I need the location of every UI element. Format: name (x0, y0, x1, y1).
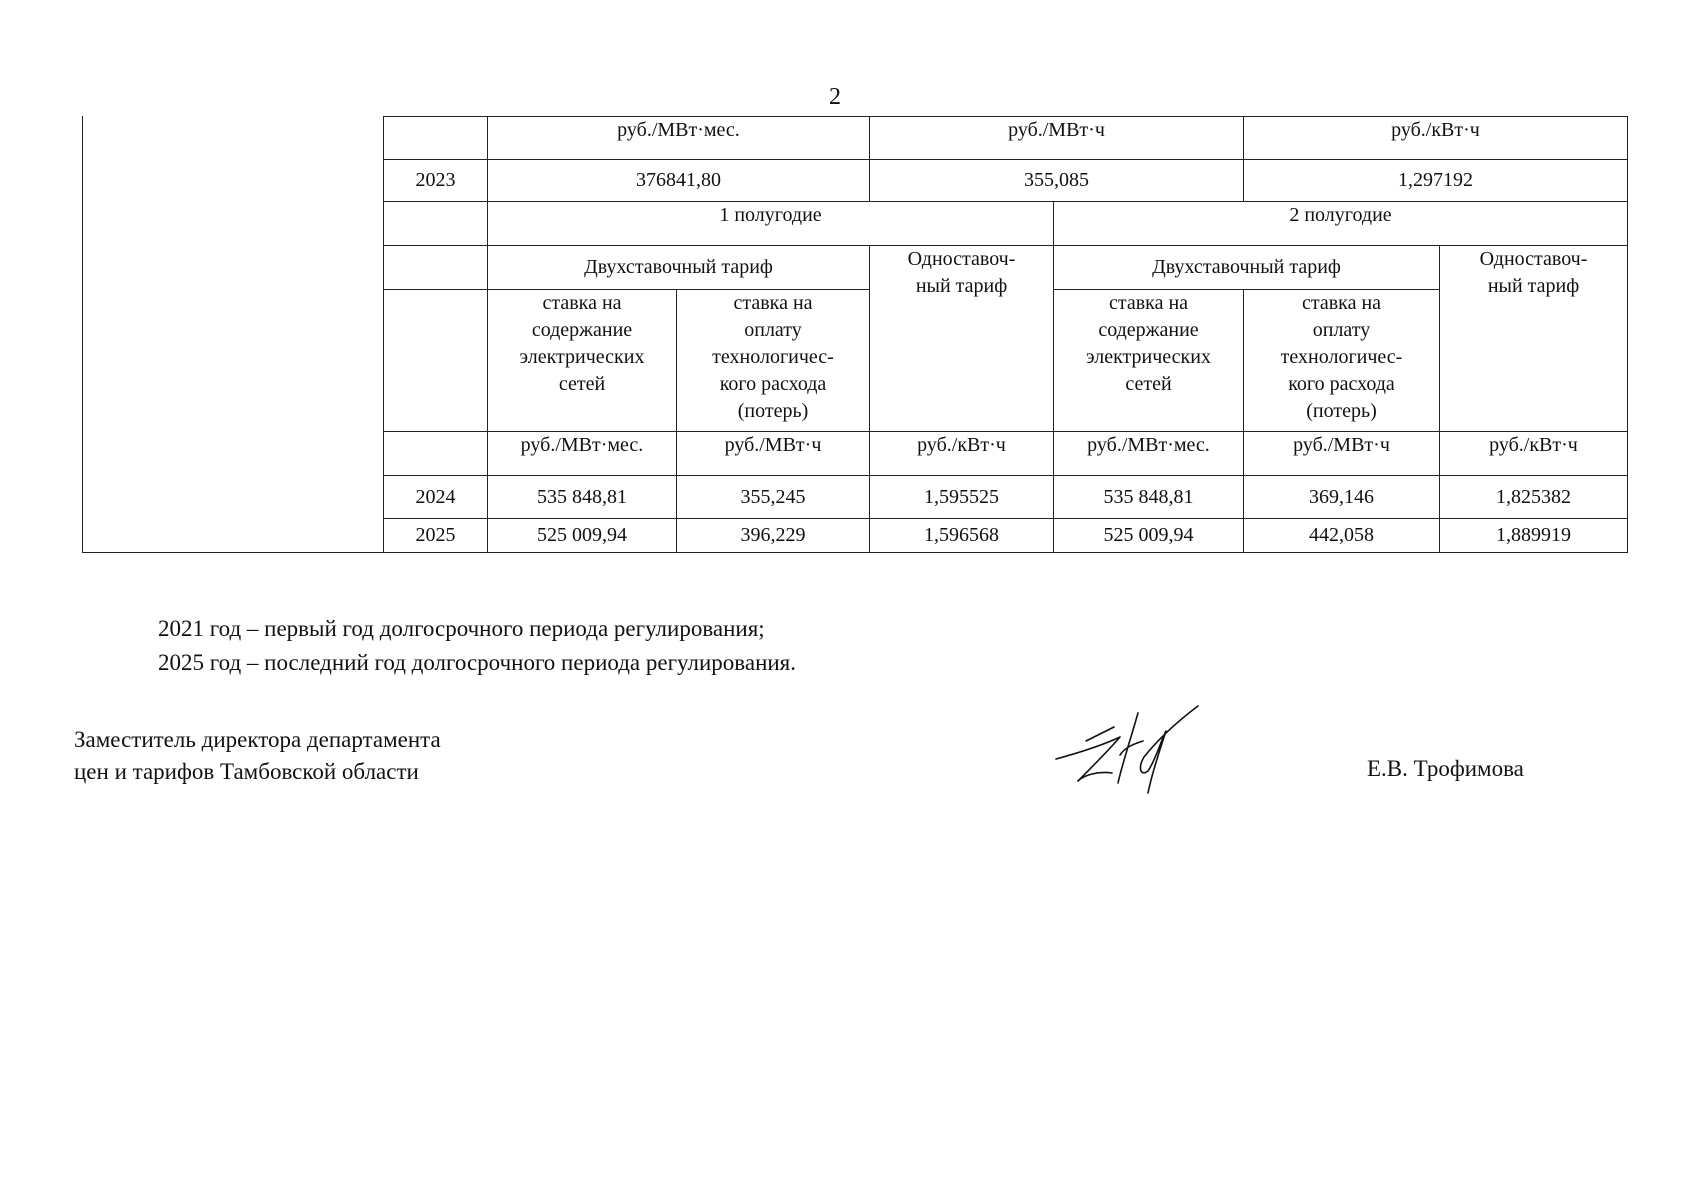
value-cell: 1,889919 (1440, 519, 1628, 553)
unit-cell: руб./кВт·ч (1440, 432, 1628, 476)
unit-cell: руб./МВт·ч (1244, 432, 1440, 476)
note-line: 2021 год – первый год долгосрочного периода регулирования; (158, 616, 765, 641)
half-year-header: 1 полугодие (488, 202, 1054, 246)
one-part-tariff-header: Одноставоч- ный тариф (870, 246, 1054, 432)
value-cell: 525 009,94 (488, 519, 677, 553)
value-cell: 396,229 (677, 519, 870, 553)
note-line: 2025 год – последний год долгосрочного периода регулирования. (158, 650, 797, 675)
unit-cell: руб./МВт·ч (677, 432, 870, 476)
position-line: цен и тарифов Тамбовской области (74, 759, 419, 784)
value-cell: 1,595525 (870, 476, 1054, 519)
value-cell: 535 848,81 (1054, 476, 1244, 519)
two-part-tariff-header: Двухставочный тариф (488, 246, 870, 290)
table-row (384, 117, 1628, 160)
table-row (384, 160, 1628, 202)
handwritten-signature (1048, 701, 1208, 801)
unit-cell: руб./МВт·мес. (488, 432, 677, 476)
value-cell: 1,297192 (1244, 160, 1628, 202)
value-cell: 355,085 (870, 160, 1244, 202)
rate-maintenance-header: ставка на содержание электрических сетей (488, 290, 677, 432)
unit-header: руб./МВт·ч (870, 117, 1244, 160)
year-cell: 2025 (384, 519, 488, 553)
table-left-border (82, 116, 83, 553)
tariff-table (383, 116, 1628, 553)
page-number: 2 (829, 84, 841, 110)
unit-header: руб./МВт·мес. (488, 117, 870, 160)
notes (158, 612, 796, 680)
year-cell: 2024 (384, 476, 488, 519)
value-cell: 355,245 (677, 476, 870, 519)
value-cell: 376841,80 (488, 160, 870, 202)
rate-losses-header: ставка на оплату технологичес- кого расхода (потерь) (1244, 290, 1440, 432)
half-year-header: 2 полугодие (1054, 202, 1628, 246)
table-bottom-border (82, 552, 384, 553)
two-part-tariff-header: Двухставочный тариф (1054, 246, 1440, 290)
table-row (384, 246, 1628, 290)
signatory-position (74, 724, 441, 788)
unit-cell: руб./кВт·ч (870, 432, 1054, 476)
table-row (384, 202, 1628, 246)
position-line: Заместитель директора департамента (74, 727, 441, 752)
table-row (384, 519, 1628, 553)
signatory-name: Е.В. Трофимова (1367, 756, 1524, 781)
table-row (384, 432, 1628, 476)
value-cell: 1,596568 (870, 519, 1054, 553)
unit-cell: руб./МВт·мес. (1054, 432, 1244, 476)
one-part-tariff-header: Одноставоч- ный тариф (1440, 246, 1628, 432)
value-cell: 535 848,81 (488, 476, 677, 519)
value-cell: 1,825382 (1440, 476, 1628, 519)
value-cell: 442,058 (1244, 519, 1440, 553)
value-cell: 369,146 (1244, 476, 1440, 519)
unit-header: руб./кВт·ч (1244, 117, 1628, 160)
table-row (384, 476, 1628, 519)
rate-losses-header: ставка на оплату технологичес- кого расхода (потерь) (677, 290, 870, 432)
rate-maintenance-header: ставка на содержание электрических сетей (1054, 290, 1244, 432)
value-cell: 525 009,94 (1054, 519, 1244, 553)
year-cell: 2023 (384, 160, 488, 202)
